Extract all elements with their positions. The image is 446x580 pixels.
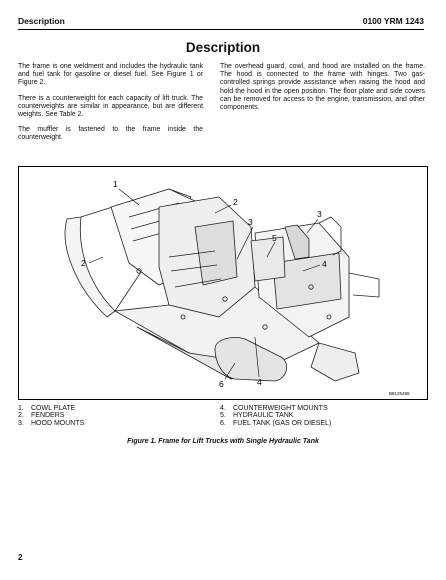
header-section: Description: [18, 16, 65, 26]
legend-item: [18, 405, 208, 412]
legend-item: [220, 412, 425, 419]
legend-number: 5.: [220, 412, 226, 420]
legend-label: COUNTERWEIGHT MOUNTS: [233, 405, 328, 412]
legend-label: FUEL TANK (GAS OR DIESEL): [233, 419, 332, 427]
left-column: [18, 63, 203, 150]
hydraulic-tank-drawing: [251, 237, 285, 281]
legend-right: [220, 405, 425, 427]
legend-label: HYDRAULIC TANK: [233, 412, 294, 420]
legend-number: 1.: [18, 405, 24, 412]
legend-item: [18, 412, 208, 419]
drawing-id: B8125488: [389, 391, 410, 396]
paragraph-muffler: The muffler is fastened to the frame inside the counterweight.: [18, 126, 203, 142]
legend-number: 4.: [220, 405, 226, 412]
callout-5: 5: [272, 233, 277, 243]
callout-2-right: 2: [233, 197, 238, 207]
header-doc-id: 0100 YRM 1243: [362, 16, 424, 26]
callout-4-right: 4: [322, 259, 327, 269]
page-title: Description: [185, 40, 261, 55]
figure-frame: [18, 166, 428, 400]
legend-label: COWL PLATE: [31, 405, 76, 412]
legend-number: 3.: [18, 419, 24, 427]
legend-number: 6.: [220, 419, 226, 427]
callout-4-bottom: 4: [257, 377, 262, 387]
paragraph-frame: The frame is one weldment and includes the hydraulic tank and fuel tank for gasoline or diesel fuel. See Figure 1 or Figure 2.: [18, 63, 203, 87]
left-fender-drawing: [65, 217, 115, 317]
frame-drawing: [19, 167, 428, 400]
legend-item: [18, 420, 208, 427]
legend-label: FENDERS: [31, 412, 65, 420]
figure-caption: Figure 1. Frame for Lift Trucks with Single Hydraulic Tank: [127, 438, 319, 445]
header-rule: [18, 29, 424, 30]
callout-1: 1: [113, 179, 118, 189]
callout-3-center: 3: [248, 217, 253, 227]
page-number: 2: [18, 553, 23, 562]
legend-number: 2.: [18, 412, 24, 420]
callout-3-right: 3: [317, 209, 322, 219]
legend-label: HOOD MOUNTS: [31, 419, 85, 427]
legend-item: [220, 405, 425, 412]
paragraph-guard-cowl-hood: The overhead guard, cowl, and hood are installed on the frame. The hood is connected to the frame with hinges. Two gas-controlled springs provide assistance when raising the hood and hold the hood in the open position. The floor plate and side covers can be removed for access to the engine, transmission, and other components.: [220, 63, 425, 112]
callout-2-left: 2: [81, 258, 86, 268]
callout-6: 6: [219, 379, 224, 389]
right-column: [220, 63, 425, 119]
paragraph-counterweight: There is a counterweight for each capacity of lift truck. The counterweights are similar in appearance, but are different weights. See Table 2.: [18, 94, 203, 119]
legend-left: [18, 405, 208, 427]
legend-item: [220, 420, 425, 427]
